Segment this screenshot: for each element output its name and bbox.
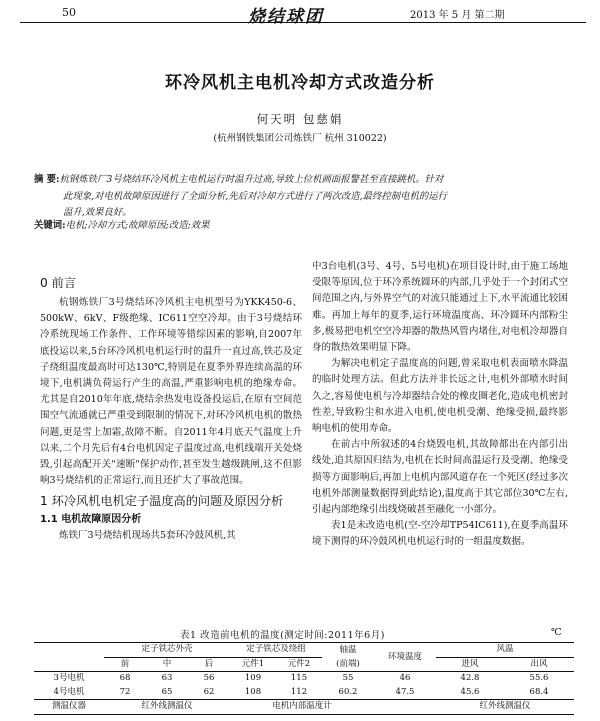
table-cell: 60.2 bbox=[338, 686, 358, 697]
table-cell: 108 bbox=[244, 686, 262, 697]
table-cell: 62 bbox=[203, 686, 215, 697]
table-cell: 45.6 bbox=[460, 686, 480, 697]
table-sub-header: 元件2 bbox=[287, 658, 311, 669]
table-instrument: 红外线测温仪 bbox=[104, 700, 230, 715]
keywords-label: 关键词: bbox=[34, 220, 66, 231]
table-cell: 112 bbox=[290, 686, 308, 697]
table-sub-header: 中 bbox=[162, 658, 172, 669]
table-cell: 46 bbox=[374, 672, 436, 686]
table-cell: 68 bbox=[104, 672, 146, 686]
abstract-line-2: 此现象,对电机故障原因进行了全面分析,先后对冷却方式进行了两次改造,最终控制电机的运行 bbox=[63, 190, 447, 202]
abstract bbox=[34, 172, 564, 222]
table-1 bbox=[34, 642, 574, 715]
right-paragraph-4: 表1是未改造电机(空-空冷却TP54IC611),在夏季高温环境下测得的环冷鼓风机电机运行时的一组温度数据。 bbox=[312, 520, 568, 548]
table-cell: 63 bbox=[146, 672, 188, 686]
table-header-blank bbox=[34, 643, 104, 658]
keywords-text: 电机;冷却方式;故障原因;改造;效果 bbox=[65, 220, 210, 231]
table-instrument: 电机内部温度计 bbox=[230, 700, 374, 715]
table-1-title: 表1 改造前电机的温度(测定时间:2011年6月) bbox=[180, 630, 385, 641]
table-cell: 55.6 bbox=[504, 672, 574, 686]
article-title: 环冷风机主电机冷却方式改造分析 bbox=[165, 73, 435, 93]
section-1-1-heading: 1.1 电机故障原因分析 bbox=[40, 514, 142, 526]
table-row-label: 4号电机 bbox=[53, 686, 85, 697]
table-cell: 47.5 bbox=[395, 686, 415, 697]
table-instrument-label: 测温仪器 bbox=[34, 700, 104, 715]
section-1-heading: 1 环冷风机电机定子温度高的问题及原因分析 bbox=[40, 494, 284, 509]
table-sub-header: 后 bbox=[204, 658, 214, 669]
keywords bbox=[34, 218, 564, 234]
table-sub-header: 元件1 bbox=[241, 658, 265, 669]
table-header-blank bbox=[34, 657, 104, 672]
table-cell-blank bbox=[374, 700, 436, 715]
table-row bbox=[34, 700, 574, 715]
table-row bbox=[34, 672, 574, 686]
abstract-label: 摘 要: bbox=[34, 174, 60, 185]
table-sub-header: 出风 bbox=[530, 658, 548, 669]
table-cell: 68.4 bbox=[529, 686, 549, 697]
journal-name: 烧结球团 bbox=[248, 7, 324, 27]
right-column bbox=[312, 259, 568, 551]
right-paragraph-2: 为解决电机定子温度高的问题,曾采取电机表面喷水降温的临时处理方法。但此方法并非长远之计,电机外部喷水时间久之,容易使电机与冷却器结合处的橡皮圈老化,造成电机密封性差,导致粉尘和水进入电机,使电机受潮、绝缘受损,最终影响电机的使用寿命。 bbox=[312, 358, 568, 435]
table-sub-header: (前端) bbox=[336, 658, 360, 669]
table-sub-header: 进风 bbox=[461, 658, 479, 669]
table-cell: 115 bbox=[276, 672, 322, 686]
left-column bbox=[40, 274, 302, 545]
issue-date: 2013 年 5 月 第二期 bbox=[410, 10, 505, 21]
section-1-1-paragraph: 炼铁厂3号烧结机现场共5套环冷鼓风机,其 bbox=[59, 530, 236, 542]
section-0-heading: 0 前言 bbox=[40, 276, 77, 290]
table-cell: 109 bbox=[230, 672, 276, 686]
table-cell: 42.8 bbox=[436, 672, 504, 686]
table-group-header: 定子铁芯外壳 bbox=[104, 643, 230, 658]
right-paragraph-3: 在前古中所叙述的4台烧毁电机,其故障都出在内部引出线处,追其原因归结为,电机在长时间高温运行及受潮、绝缘受损等方面影响后,再加上电机内部风道存在一个死区(经过多次电机外部测量数据得到此结论),温度高于其它部位30℃左右,引起内部绝缘引出线烧破甚至融化一小部分。 bbox=[312, 439, 568, 516]
table-cell: 56 bbox=[188, 672, 230, 686]
table-sub-header: 前 bbox=[120, 658, 130, 669]
table-group-header: 轴温 bbox=[322, 643, 374, 658]
table-row bbox=[34, 686, 574, 700]
table-row-label: 3号电机 bbox=[34, 672, 104, 686]
table-1-unit: ℃ bbox=[551, 627, 562, 638]
table-cell: 55 bbox=[322, 672, 374, 686]
table-group-header: 定子铁芯及绕组 bbox=[230, 643, 322, 658]
affiliation: (杭州钢铁集团公司炼铁厂 杭州 310022) bbox=[213, 133, 387, 144]
abstract-line-1: 杭钢炼铁厂3号烧结环冷风机主电机运行时温升过高,导致上位机画面报警甚至直接跳机。针对 bbox=[59, 174, 444, 185]
table-cell: 72 bbox=[119, 686, 131, 697]
abstract-line-3: 温升,效果良好。 bbox=[63, 207, 132, 218]
table-cell: 65 bbox=[161, 686, 173, 697]
table-instrument: 红外线测温仪 bbox=[436, 700, 574, 715]
section-0-paragraph: 杭钢炼铁厂3号烧结环冷风机主电机型号为YKK450-6、500kW、6kV、F级绝缘、IC611空空冷却。由于3号烧结环冷系统现场工作条件、工作环境等错综因素的影响,自2007年底投运以来,5台环冷风机电机运行时的温升一直过高,铁芯及定子绕组温度最高时可达130℃,特别是在夏季外界连续高温的环境下,电机满负荷运行产生的高温,严重影响电机的绝缘寿命。尤其是自2010年年底,烧结余热发电设备投运后,在原有空间范围空气流通就已严重受到限制的情况下,对环冷风机电机的散热问题,更是雪上加霜,故障不断。自2011年4月底天气温度上升以来,二个月先后有4台电机因定子温度过高,电机线端开关处烧毁,引起高配开关"速断"保护动作,甚至发生越级跳闸,这不但影响3号烧结机的正常运行,而且还扩大了事故范围。 bbox=[40, 297, 302, 487]
table-group-header: 风温 bbox=[436, 643, 574, 658]
page-number: 50 bbox=[62, 6, 76, 19]
author-names: 何天明 包慈娟 bbox=[256, 112, 344, 126]
header-rule bbox=[20, 22, 586, 23]
table-env-header: 环境温度 bbox=[374, 643, 436, 672]
right-paragraph-1: 中3台电机(3号、4号、5号电机)在项目设计时,由于施工场地受限等原因,位于环冷系统圆环的内部,几乎处于一个封闭式空间范围之内,与外界空气的对流只能通过上下,水平流通比较困难。再加上每年的夏季,运行环境温度高、环冷圆环内部粉尘多,极易把电机空空冷却器的散热风管内堵住,对电机冷却器自身的散热效果明显下降。 bbox=[312, 261, 568, 354]
